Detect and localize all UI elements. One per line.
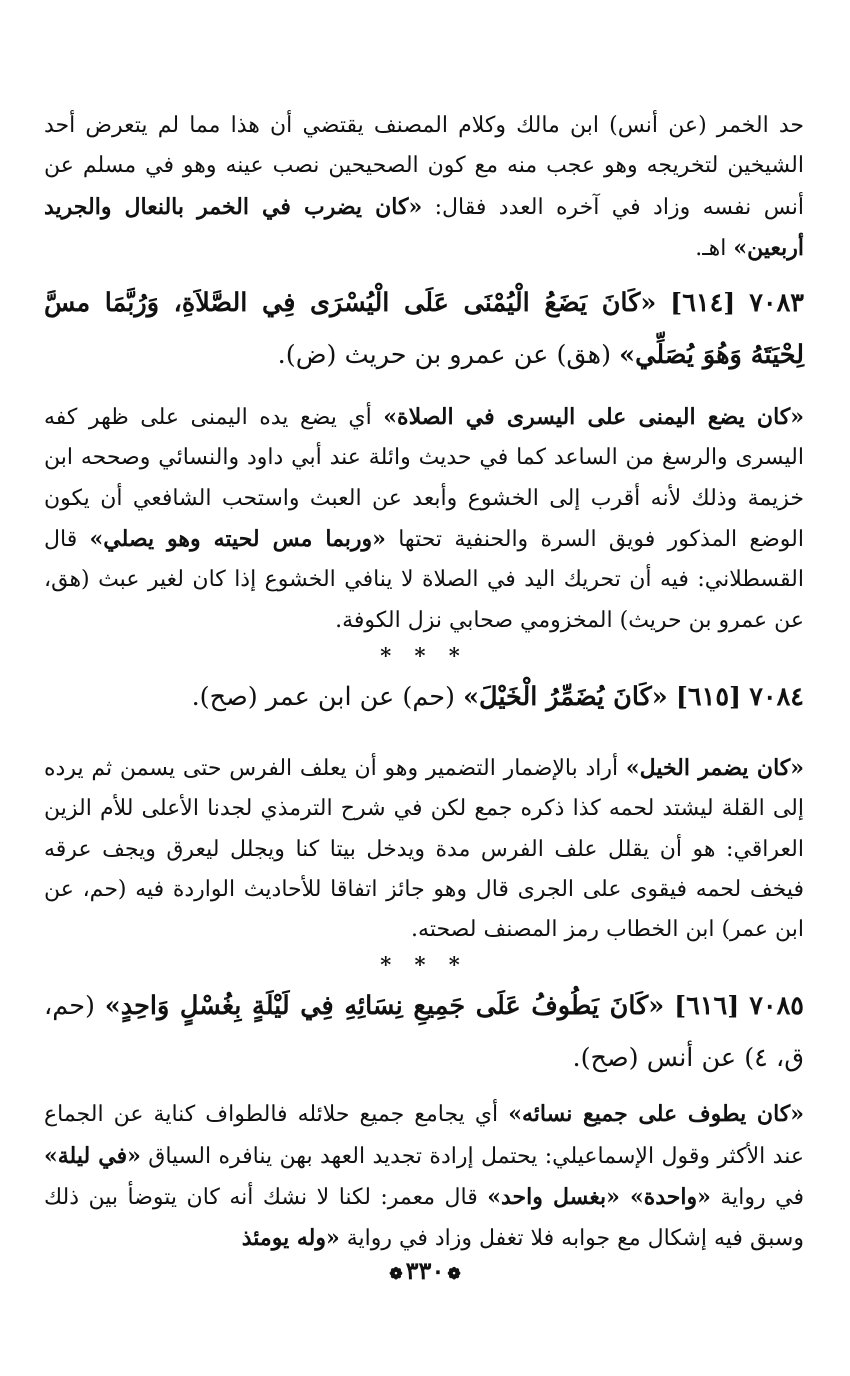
- quoted-hadith: «وربما مس لحيته وهو يصلي»: [89, 526, 386, 553]
- quoted-hadith: «كان يضرب في الخمر بالنعال والجريد أربعين»: [44, 193, 804, 261]
- hadith-text: «كَانَ يَطُوفُ عَلَى جَمِيعِ نِسَائِهِ فِي لَيْلَةٍ بِغُسْلٍ وَاحِدٍ»: [104, 991, 665, 1022]
- quoted-hadith: «كان يطوف على جميع نسائه»: [508, 1101, 804, 1128]
- page-number-value: ٣٣٠: [405, 1256, 445, 1285]
- hadith-bracket-number: [٦١٤]: [670, 288, 736, 319]
- commentary-text: اهـ.: [695, 235, 734, 261]
- quoted-hadith: «كان يضع اليمنى على اليسرى في الصلاة»: [383, 404, 804, 431]
- ornament-icon: ❁: [447, 1264, 461, 1283]
- commentary-text: أي يضع يده اليمنى على ظهر كفه اليسرى والرسغ من الساعد كما في حديث وائلة عند أبي داود والنسائي وصححه ابن خزيمة وذلك لأنه أقرب إلى الخشوع وأبعد عن العبث واستحب الشافعي أن يكون الوضع المذكور فويق السرة والحنفية تحتها: [44, 405, 804, 553]
- page-number: [0, 1256, 850, 1289]
- commentary-text: حد الخمر (عن أنس) ابن مالك وكلام المصنف يقتضي أن هذا مما لم يتعرض أحد الشيخين لتخريجه وهو عجب منه مع كون الصحيحين نصب عينه وهو في مسلم عن أنس نفسه وزاد في آخره العدد فقال:: [44, 113, 804, 220]
- hadith-source: (حم، ق، ٤) عن أنس (صح).: [44, 991, 804, 1074]
- commentary-block: [44, 1094, 804, 1259]
- commentary-block: [44, 106, 804, 269]
- quoted-hadith: «وله يومئذ: [241, 1225, 340, 1252]
- page-body: [44, 106, 804, 1260]
- hadith-bracket-number: [٦١٦]: [674, 991, 740, 1022]
- commentary-text: قال القسطلاني: فيه أن تحريك اليد في الصلاة لا ينافي الخشوع إذا كان لغير عبث (هق، عن عمرو بن حريث) المخزومي صحابي نزل الكوفة.: [44, 527, 804, 633]
- hadith-text: «كَانَ يُضَمِّرُ الْخَيْلَ»: [463, 681, 668, 712]
- commentary-text: في رواية: [710, 1185, 805, 1211]
- hadith-7085: [44, 980, 804, 1084]
- commentary-text: أراد بالإضمار التضمير وهو أن يعلف الفرس حتى يسمن ثم يرده إلى القلة ليشتد لحمه كذا ذكره جمع لكن في شرح الترمذي لجدنا الأعلى للأم الزين العراقي: هو أن يقلل علف الفرس مدة ويدخل بيتا كنا ويجلل ليعرق ويجف عرقه فيخف لحمه فيقوى على الجرى قال وهو جائز اتفاقا للأحاديث الواردة فيه (حم، عن ابن عمر) ابن الخطاب رمز المصنف لصحته.: [44, 755, 804, 943]
- section-separator: * * *: [380, 952, 468, 978]
- hadith-source: (هق) عن عمرو بن حريث (ض).: [277, 340, 620, 371]
- section-separator: * * *: [380, 642, 468, 668]
- ornament-icon: ❁: [389, 1264, 403, 1283]
- quoted-hadith: «كان يضمر الخيل»: [625, 754, 804, 781]
- quoted-hadith: «في ليلة»: [44, 1142, 141, 1169]
- hadith-number: ٧٠٨٤: [749, 681, 804, 712]
- commentary-text: قال معمر: لكنا لا نشك أنه كان يتوضأ بين ذلك وسبق فيه إشكال مع جوابه فلا تغفل وزاد في رواية: [44, 1185, 804, 1252]
- hadith-7083: [44, 277, 804, 381]
- commentary-block: [44, 748, 804, 950]
- hadith-number: ٧٠٨٣: [749, 288, 805, 319]
- hadith-bracket-number: [٦١٥]: [675, 681, 742, 712]
- quoted-hadith: «واحدة» «بغسل واحد»: [487, 1184, 711, 1211]
- hadith-source: (حم) عن ابن عمر (صح).: [191, 681, 464, 712]
- hadith-7084: [44, 671, 804, 723]
- hadith-text: «كَانَ يَضَعُ الْيُمْنَى عَلَى الْيُسْرَى فِي الصَّلاَةِ، وَرُبَّمَا مسَّ لِحْيَتَهُ وَهُوَ يُصَلِّي»: [44, 288, 804, 371]
- commentary-block: [44, 397, 804, 641]
- hadith-number: ٧٠٨٥: [749, 991, 804, 1022]
- commentary-text: أي يجامع جميع حلائله فالطواف كناية عن الجماع عند الأكثر وقول الإسماعيلي: يحتمل إرادة تجديد العهد بهن ينافره السياق: [44, 1102, 804, 1169]
